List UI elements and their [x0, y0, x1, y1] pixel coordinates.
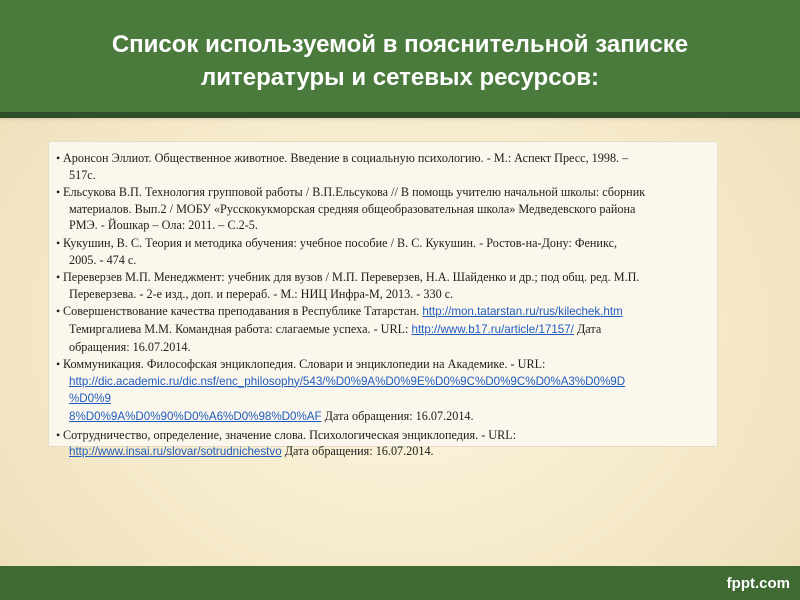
bullet-icon: • [56, 357, 61, 372]
reference-item [56, 235, 708, 268]
reference-link[interactable]: http://www.insai.ru/slovar/sotrudnichestvo [69, 445, 282, 459]
reference-text: Коммуникация. Философская энциклопедия. Словари и энциклопедии на Академике. - URL: [63, 357, 546, 372]
reference-link[interactable]: http://mon.tatarstan.ru/rus/kilechek.htm [422, 305, 623, 319]
reference-link[interactable]: http://dic.academic.ru/dic.nsf/enc_philosophy/543/%D0%9A%D0%9E%D0%9C%D0%9C%D0%A3%D0%9D [69, 374, 626, 388]
reference-text: Дата [573, 321, 602, 336]
bullet-icon: • [56, 304, 61, 319]
reference-text: Переверзев М.П. Менеджмент: учебник для вузов / М.П. Переверзев, Н.А. Шайденко и др.; под общ. ред. М.П. [63, 270, 640, 285]
reference-text: обращения: 16.07.2014. [69, 339, 191, 354]
bullet-icon: • [56, 235, 61, 250]
bullet-icon: • [56, 151, 61, 165]
reference-text: Дата обращения: 16.07.2014. [281, 444, 434, 459]
reference-text: Темиргалиева М.М. Командная работа: слагаемые успеха. - URL: [69, 321, 412, 336]
bullet-icon: • [56, 185, 61, 200]
slide-title [0, 28, 800, 94]
reference-item [56, 303, 708, 355]
slide-title-colon: : [590, 64, 599, 91]
reference-text: Дата обращения: 16.07.2014. [321, 408, 474, 423]
reference-text: 517с. [69, 167, 96, 182]
reference-item [56, 184, 708, 234]
reference-item [56, 427, 708, 461]
reference-text: РМЭ. - Йошкар – Ола: 2011. – С.2-5. [69, 218, 258, 233]
reference-text: Переверзева. - 2-е изд., доп. и перераб. - М.: НИЦ Инфра-М, 2013. - 330 с. [69, 286, 454, 301]
reference-item [56, 150, 708, 183]
footer-bar [0, 566, 800, 600]
reference-text: Ельсукова В.П. Технология групповой работы / В.П.Ельсукова // В помощь учителю начальной школы: сборник [63, 185, 646, 200]
reference-link[interactable]: %D0%9 [69, 392, 111, 406]
reference-item [56, 356, 708, 425]
reference-text: материалов. Вып.2 / МОБУ «Русскокукморская средняя общеобразовательная школа» Медведевского района [69, 201, 636, 216]
reference-text: Сотрудничество, определение, значение слова. Психологическая энциклопедия. - URL: [63, 427, 517, 442]
reference-link[interactable]: http://www.b17.ru/article/17157/ [411, 322, 574, 336]
footer-logo: fppt.com [726, 575, 790, 592]
bullet-icon: • [56, 270, 61, 285]
reference-text: Аронсон Эллиот. Общественное животное. Введение в социальную психологию. - М.: Аспект Пресс, 1998. – [63, 151, 629, 165]
references-list [56, 150, 708, 462]
slide-title-line2: литературы и сетевых ресурсов [201, 64, 591, 91]
reference-text: Совершенствование качества преподавания в Республике Татарстан. [63, 304, 423, 319]
slide-title-line1: Список используемой в пояснительной записке [111, 31, 689, 58]
title-banner-shadow [0, 112, 800, 118]
reference-link[interactable]: 8%D0%9A%D0%90%D0%A6%D0%98%D0%AF [69, 409, 322, 423]
reference-text: 2005. - 474 с. [69, 252, 137, 267]
bullet-icon: • [56, 427, 61, 442]
reference-text: Кукушин, В. С. Теория и методика обучения: учебное пособие / В. С. Кукушин. - Ростов-на-Дону: Феникс, [63, 235, 618, 250]
reference-item [56, 269, 708, 302]
